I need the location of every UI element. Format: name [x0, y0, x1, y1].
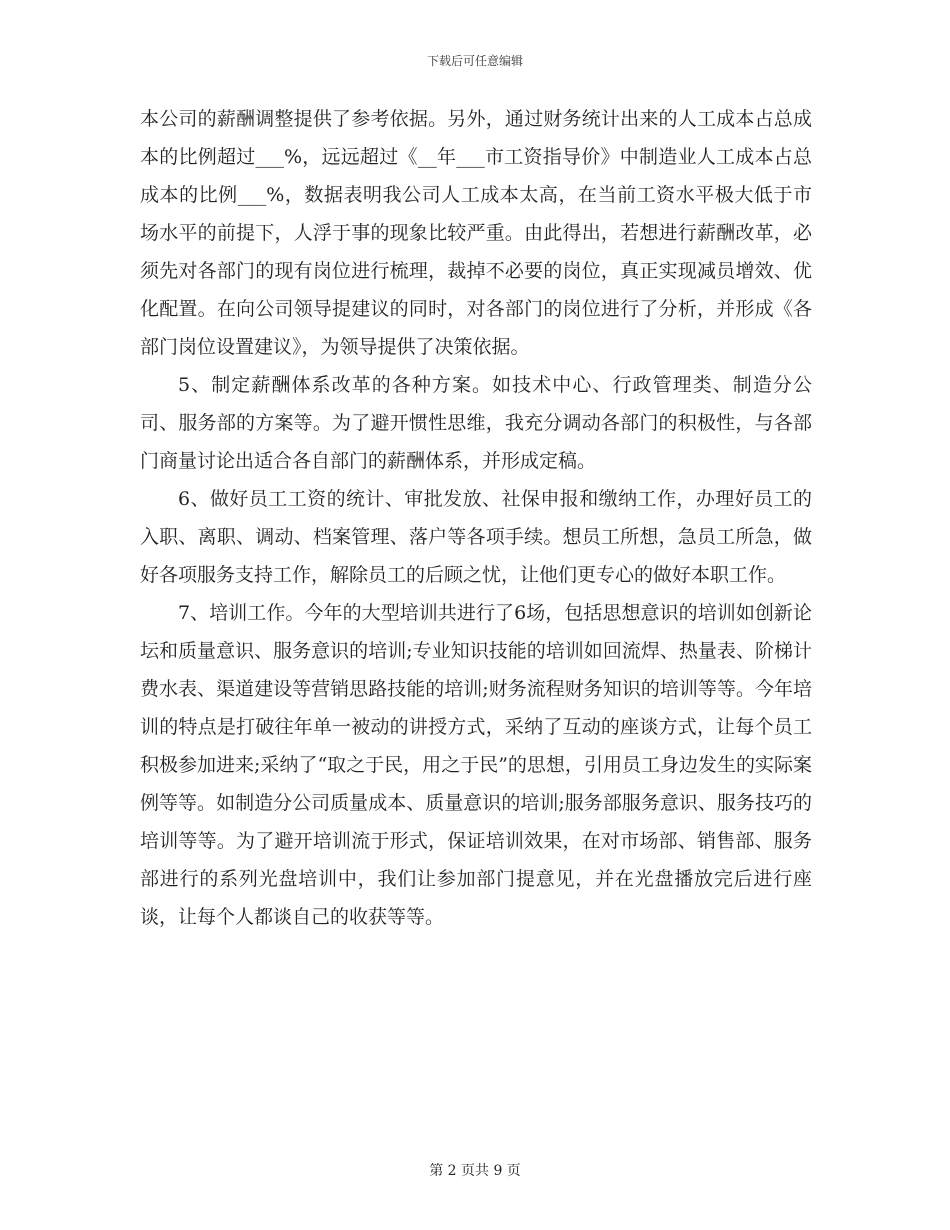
- document-body: [140, 100, 812, 936]
- paragraph-continuation: 本公司的薪酬调整提供了参考依据。另外，通过财务统计出来的人工成本占总成本的比例超过___%，远远超过《__年___市工资指导价》中制造业人工成本占总成本的比例___%，数据表明我公司人工成本太高，在当前工资水平极大低于市场水平的前提下，人浮于事的现象比较严重。由此得出，若想进行薪酬改革，必须先对各部门的现有岗位进行梳理，裁掉不必要的岗位，真正实现减员增效、优化配置。在向公司领导提建议的同时，对各部门的岗位进行了分析，并形成《各部门岗位设置建议》，为领导提供了决策依据。: [140, 108, 812, 358]
- page-header: 下载后可任意编辑: [426, 54, 523, 68]
- paragraph-item-7: 7、培训工作。今年的大型培训共进行了6场，包括思想意识的培训如创新论坛和质量意识、服务意识的培训;专业知识技能的培训如回流焊、热量表、阶梯计费水表、渠道建设等营销思路技能的培训;财务流程财务知识的培训等等。今年培训的特点是打破往年单一被动的讲授方式，采纳了互动的座谈方式，让每个员工积极参加进来;采纳了“取之于民，用之于民”的思想，引用员工身边发生的实际案例等等。如制造分公司质量成本、质量意识的培训;服务部服务意识、服务技巧的培训等等。为了避开培训流于形式，保证培训效果，在对市场部、销售部、服务部进行的系列光盘培训中，我们让参加部门提意见，并在光盘播放完后进行座谈，让每个人都谈自己的收获等等。: [140, 602, 812, 928]
- paragraph-item-6: 6、做好员工工资的统计、审批发放、社保申报和缴纳工作，办理好员工的入职、离职、调动、档案管理、落户等各项手续。想员工所想，急员工所急，做好各项服务支持工作，解除员工的后顾之忧，让他们更专心的做好本职工作。: [140, 488, 812, 586]
- page-number: 第 2 页共 9 页: [429, 1163, 521, 1179]
- paragraph-item-5: 5、制定薪酬体系改革的各种方案。如技术中心、行政管理类、制造分公司、服务部的方案等。为了避开惯性思维，我充分调动各部门的积极性，与各部门商量讨论出适合各自部门的薪酬体系，并形成定稿。: [140, 374, 812, 472]
